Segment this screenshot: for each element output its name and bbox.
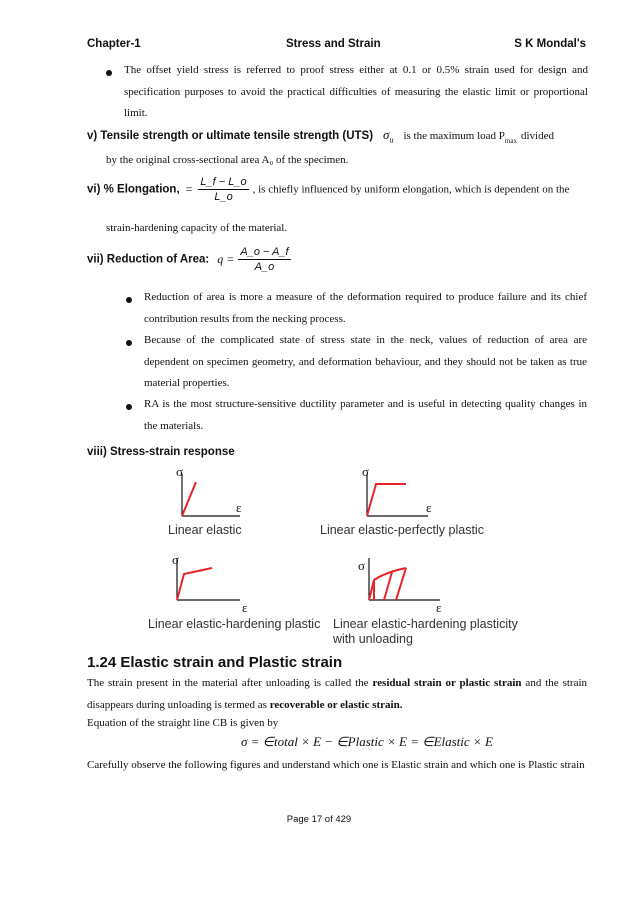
elongation-after: , is chiefly influenced by uniform elongation, which is dependent on the xyxy=(252,183,570,196)
hardening-curve xyxy=(177,568,212,600)
diagram-linear-elastic xyxy=(176,464,242,516)
sigma-label: σ xyxy=(176,464,184,479)
elongation-fraction xyxy=(198,176,248,203)
reduction-paragraph xyxy=(87,246,291,273)
p1-c: and the strain disappears during unloading is termed as xyxy=(87,677,588,711)
sigma-label: σ xyxy=(172,552,180,567)
section-title: 1.24 Elastic strain and Plastic strain xyxy=(87,654,343,671)
elastic-line xyxy=(182,482,196,516)
unloading-line-3 xyxy=(396,568,406,600)
sigma-label: σ xyxy=(358,558,366,573)
p1-d: recoverable or elastic strain. xyxy=(269,698,403,711)
reduction-bullet-3: RA is the most structure-sensitive ductility parameter and is useful in detecting quality changes in the materials. xyxy=(144,398,587,432)
sigma-symbol: σ xyxy=(383,127,390,142)
elongation-equals: = xyxy=(185,182,193,196)
bullet-icon xyxy=(106,70,112,76)
elongation-line2: strain-hardening capacity of the material. xyxy=(106,222,288,234)
uts-text-a: is the maximum load P xyxy=(403,130,505,142)
p1-b: residual strain or plastic strain xyxy=(372,677,522,689)
caption-hardening-unloading: Linear elastic-hardening plasticity xyxy=(333,617,518,631)
unloading-line-2 xyxy=(384,572,392,600)
stress-strain-diagrams xyxy=(140,462,560,642)
reduction-lhs: q = xyxy=(217,252,235,266)
epsilon-label: ε xyxy=(242,600,248,615)
bullet-icon xyxy=(126,404,132,410)
section-paragraph-3: Carefully observe the following figures and understand which one is Elastic strain and which one is Plastic strain xyxy=(87,759,585,771)
header-chapter: Chapter-1 xyxy=(87,38,141,50)
reduction-fraction xyxy=(238,246,290,273)
diagram-hardening-unloading xyxy=(358,558,442,615)
page-number: Page 17 of 429 xyxy=(286,814,352,825)
elongation-numerator: L_f − L_o xyxy=(200,176,247,188)
elongation-paragraph xyxy=(87,176,592,203)
caption-hardening-plastic: Linear elastic-hardening plastic xyxy=(148,617,321,631)
bullet-icon xyxy=(126,297,132,303)
section-paragraph-1 xyxy=(87,673,587,716)
intro-bullet-text: The offset yield stress is referred to proof stress either at 0.1 or 0.5% strain used for design and specification purposes to avoid the practical difficulties of measuring the elastic limit or proportional limit. xyxy=(124,64,588,119)
reduction-numerator: A_o − A_f xyxy=(240,246,289,258)
sigma-label: σ xyxy=(362,464,370,479)
strain-equation: σ = ∈total × E − ∈Plastic × E = ∈Elastic × E xyxy=(241,734,493,749)
epsilon-label: ε xyxy=(236,500,242,515)
p1-a: The strain present in the material after unloading is called the xyxy=(87,677,373,689)
header-author: S K Mondal's xyxy=(514,38,586,50)
sigma-subscript: u xyxy=(389,135,394,145)
caption-with-unloading: with unloading xyxy=(333,632,413,646)
elastic-plastic-curve xyxy=(367,484,406,516)
uts-heading: v) Tensile strength or ultimate tensile strength (UTS) xyxy=(87,130,374,142)
elongation-denominator: L_o xyxy=(214,191,233,203)
uts-line2: by the original cross-sectional area A₀ of the specimen. xyxy=(106,154,349,166)
section-paragraph-2: Equation of the straight line CB is given by xyxy=(87,717,279,729)
reduction-bullet-2: Because of the complicated state of stress state in the neck, values of reduction of area are dependent on specimen geometry, and deformation behaviour, and they should not be taken as true material properties. xyxy=(144,334,587,389)
caption-perfectly-plastic: Linear elastic-perfectly plastic xyxy=(320,523,484,537)
epsilon-label: ε xyxy=(436,600,442,615)
uts-text-sub: max xyxy=(504,137,517,146)
epsilon-label: ε xyxy=(426,500,432,515)
diagram-perfectly-plastic xyxy=(362,464,432,516)
elongation-heading: vi) % Elongation, xyxy=(87,183,180,196)
reduction-heading: vii) Reduction of Area: xyxy=(87,253,210,266)
reduction-denominator: A_o xyxy=(254,261,275,273)
response-heading: viii) Stress-strain response xyxy=(87,446,235,458)
uts-text-b: divided xyxy=(520,130,554,142)
uts-paragraph xyxy=(87,124,592,153)
diagram-hardening-plastic xyxy=(172,552,248,615)
header-title: Stress and Strain xyxy=(286,38,381,50)
bullet-icon xyxy=(126,340,132,346)
caption-linear-elastic: Linear elastic xyxy=(168,523,242,537)
reduction-bullet-1: Reduction of area is more a measure of the deformation required to produce failure and its chief contribution results from the necking process. xyxy=(144,291,587,325)
